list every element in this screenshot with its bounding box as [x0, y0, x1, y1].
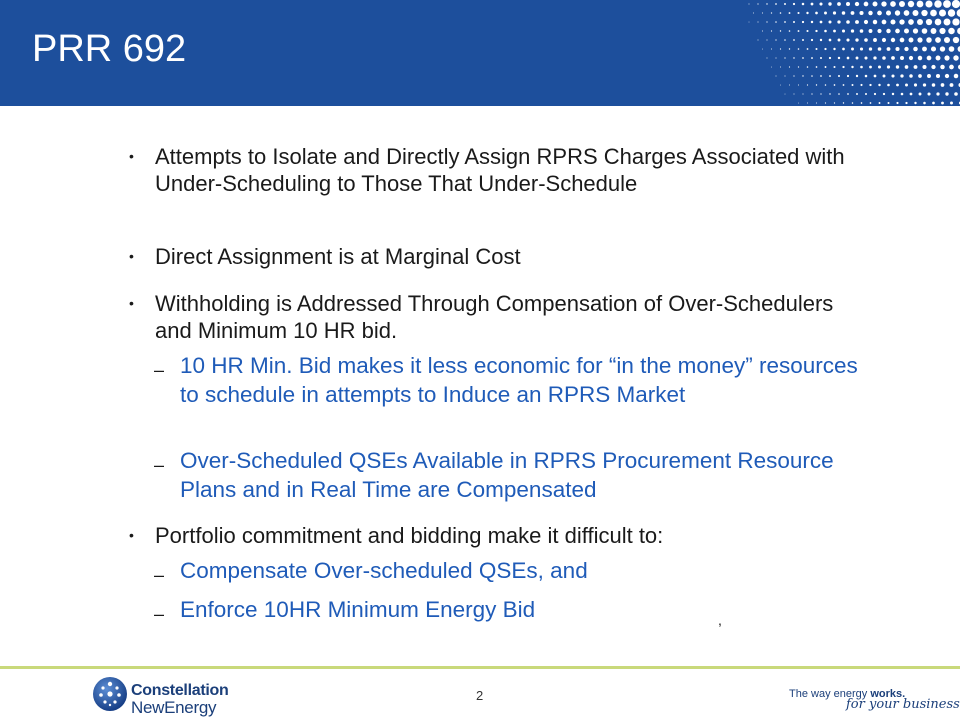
- sub-bullet-dash: –: [154, 565, 165, 585]
- sub-bullet-1: 10 HR Min. Bid makes it less economic for “in the money” resources to schedule in attempts to Induce an RPRS Market: [180, 353, 858, 407]
- constellation-logo-icon: [92, 676, 128, 712]
- bullet-2: • Direct Assignment is at Marginal Cost: [155, 243, 855, 270]
- sub-bullet-4: Enforce 10HR Minimum Energy Bid: [180, 597, 536, 622]
- bullet-3: • Withholding is Addressed Through Compensation of Over-Schedulers and Minimum 10 HR bid.: [155, 290, 855, 344]
- tagline-script: for your business: [846, 697, 960, 712]
- bullet-1: • Attempts to Isolate and Directly Assign RPRS Charges Associated with Under-Scheduling to Those That Under-Schedule: [155, 143, 855, 197]
- slide-title: PRR 692: [32, 28, 187, 70]
- sub-bullet-dash: –: [154, 604, 165, 624]
- sub-bullet-dash: –: [154, 455, 165, 475]
- sub-bullet-dash: –: [154, 360, 165, 380]
- footer-divider: [0, 666, 960, 669]
- sub-bullet-2: Over-Scheduled QSEs Available in RPRS Procurement Resource Plans and in Real Time are Compensated: [180, 448, 834, 502]
- logo-text-constellation: Constellation: [131, 682, 229, 699]
- bullet-4: • Portfolio commitment and bidding make it difficult to:: [155, 522, 855, 549]
- page-number: 2: [476, 688, 484, 703]
- tagline-prefix: The way energy: [789, 688, 868, 700]
- stray-tick-mark: ,: [718, 612, 722, 628]
- sub-bullet-3: Compensate Over-scheduled QSEs, and: [180, 558, 588, 583]
- tagline-bold: works.: [870, 688, 906, 700]
- logo-text-newenergy: NewEnergy: [131, 698, 217, 717]
